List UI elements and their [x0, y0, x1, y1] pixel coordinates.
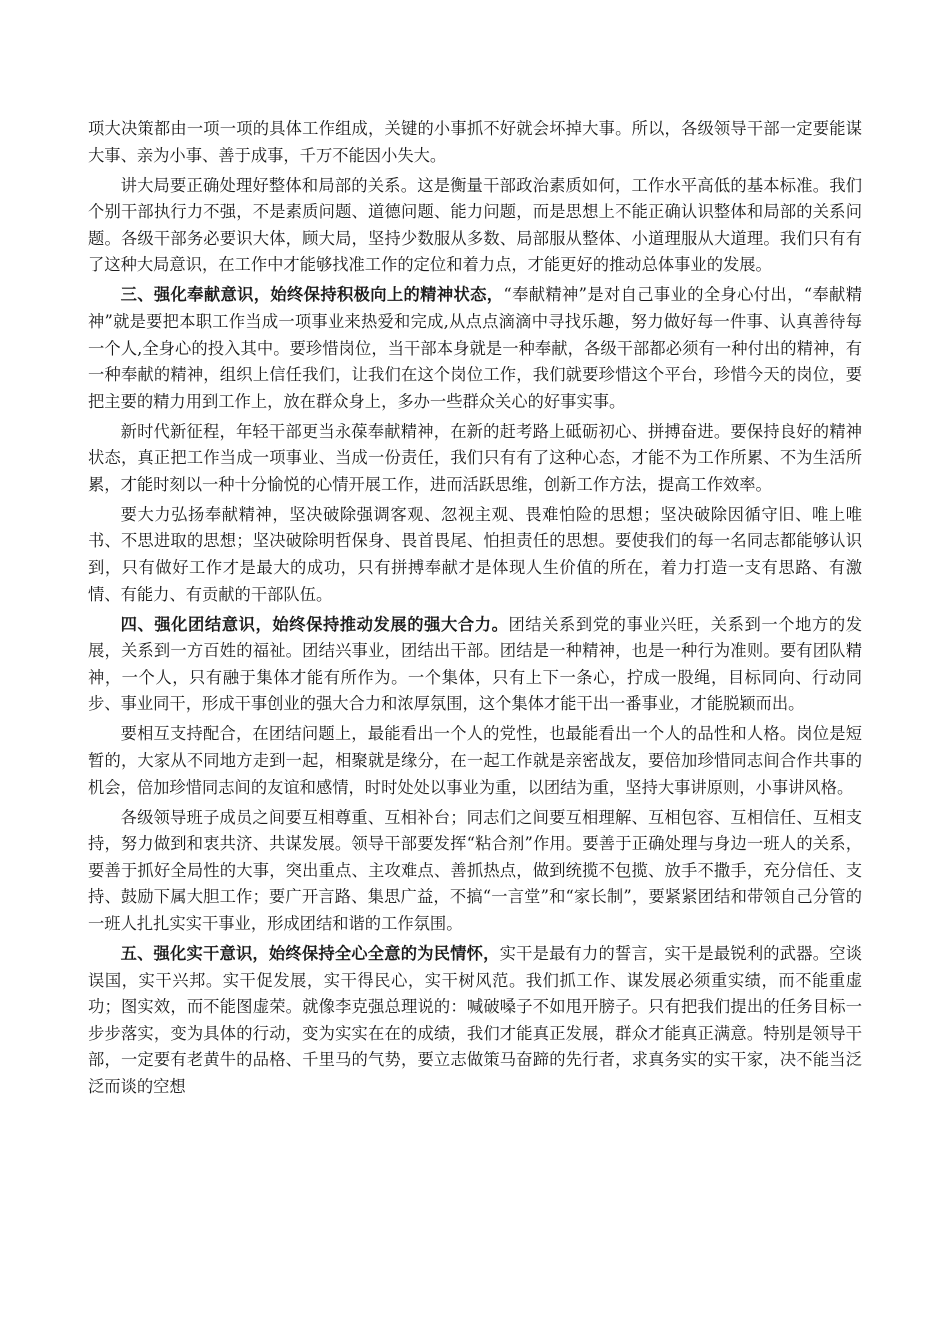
paragraph-5: [88, 502, 862, 608]
paragraph-9: [88, 941, 862, 1101]
paragraph-4-text: 新时代新征程，年轻干部更当永葆奉献精神，在新的赶考路上砥砺初心、拼搏奋进。要保持良好的精神状态，真正把工作当成一项事业、当成一份责任，我们只有有了这种心态，才能不为工作所累、不为生活所累，才能时刻以一种十分愉悦的心情开展工作，进而活跃思维，创新工作方法，提高工作效率。: [88, 421, 862, 494]
paragraph-1: [88, 116, 862, 169]
paragraph-6: [88, 612, 862, 718]
section-heading-5: 五、强化实干意识，始终保持全心全意的为民情怀，: [120, 943, 500, 963]
section-heading-4: 四、强化团结意识，始终保持推动发展的强大合力。: [120, 614, 509, 634]
paragraph-2-text: 讲大局要正确处理好整体和局部的关系。这是衡量干部政治素质如何，工作水平高低的基本标准。我们个别干部执行力不强，不是素质问题、道德问题、能力问题，而是思想上不能正确认识整体和局部的关系问题。各级干部务必要识大体，顾大局，坚持少数服从多数、局部服从整体、小道理服从大道理。我们只有有了这种大局意识，在工作中才能够找准工作的定位和着力点，才能更好的推动总体事业的发展。: [88, 175, 862, 275]
paragraph-6-text: 团结关系到党的事业兴旺，关系到一个地方的发展，关系到一方百姓的福祉。团结兴事业，团结出干部。团结是一种精神，也是一种行为准则。要有团队精神，一个人，只有融于集体才能有所作为。一个集体，只有上下一条心，拧成一股绳，目标同向、行动同步、事业同干，形成干事创业的强大合力和浓厚氛围，这个集体才能干出一番事业，才能脱颖而出。: [88, 614, 862, 714]
paragraph-1-text: 项大决策都由一项一项的具体工作组成，关键的小事抓不好就会坏掉大事。所以，各级领导干部一定要能谋大事、亲为小事、善于成事，千万不能因小失大。: [88, 119, 862, 165]
paragraph-7-text: 要相互支持配合，在团结问题上，最能看出一个人的党性，也最能看出一个人的品性和人格。岗位是短暂的，大家从不同地方走到一起，相聚就是缘分，在一起工作就是亲密战友，要倍加珍惜同志间合作共事的机会，倍加珍惜同志间的友谊和感情，时时处处以事业为重，以团结为重，坚持大事讲原则，小事讲风格。: [88, 724, 862, 797]
paragraph-3-text: “奉献精神”是对自己事业的全身心付出，“奉献精神”就是要把本职工作当成一项事业来热爱和完成,从点点滴滴中寻找乐趣，努力做好每一件事、认真善待每一个人,全身心的投入其中。要珍惜岗位，当干部本身就是一种奉献，各级干部都必须有一种付出的精神，有一种奉献的精神，组织上信任我们，让我们在这个岗位工作，我们就要珍惜这个平台，珍惜今天的岗位，要把主要的精力用到工作上，放在群众身上，多办一些群众关心的好事实事。: [88, 285, 862, 411]
document-page: [88, 116, 862, 1104]
paragraph-3: [88, 282, 862, 415]
paragraph-8: [88, 805, 862, 938]
paragraph-8-text: 各级领导班子成员之间要互相尊重、互相补台；同志们之间要互相理解、互相包容、互相信任、互相支持，努力做到和衷共济、共谋发展。领导干部要发挥“粘合剂”作用。要善于正确处理与身边一班人的关系，要善于抓好全局性的大事，突出重点、主攻难点、善抓热点，做到统揽不包揽、放手不撒手，充分信任、支持、鼓励下属大胆工作；要广开言路、集思广益，不搞“一言堂”和“家长制”，要紧紧团结和带领自己分管的一班人扎扎实实干事业，形成团结和谐的工作氛围。: [88, 807, 862, 933]
paragraph-5-text: 要大力弘扬奉献精神，坚决破除强调客观、忽视主观、畏难怕险的思想；坚决破除因循守旧、唯上唯书、不思进取的思想；坚决破除明哲保身、畏首畏尾、怕担责任的思想。要使我们的每一名同志都能够认识到，只有做好工作才是最大的成功，只有拼搏奉献才是体现人生价值的所在，着力打造一支有思路、有激情、有能力、有贡献的干部队伍。: [88, 504, 862, 604]
section-heading-3: 三、强化奉献意识，始终保持积极向上的精神状态，: [120, 285, 504, 305]
paragraph-2: [88, 173, 862, 279]
paragraph-7: [88, 721, 862, 801]
paragraph-9-text: 实干是最有力的誓言，实干是最锐利的武器。空谈误国，实干兴邦。实干促发展，实干得民心，实干树风范。我们抓工作、谋发展必须重实绩，而不能重虚功；图实效，而不能图虚荣。就像李克强总理说的：喊破嗓子不如甩开膀子。只有把我们提出的任务目标一步步落实，变为具体的行动，变为实实在在的成绩，我们才能真正发展，群众才能真正满意。特别是领导干部，一定要有老黄牛的品格、千里马的气势，要立志做策马奋蹄的先行者，求真务实的实干家，决不能当泛泛而谈的空想: [88, 943, 862, 1096]
paragraph-4: [88, 419, 862, 499]
